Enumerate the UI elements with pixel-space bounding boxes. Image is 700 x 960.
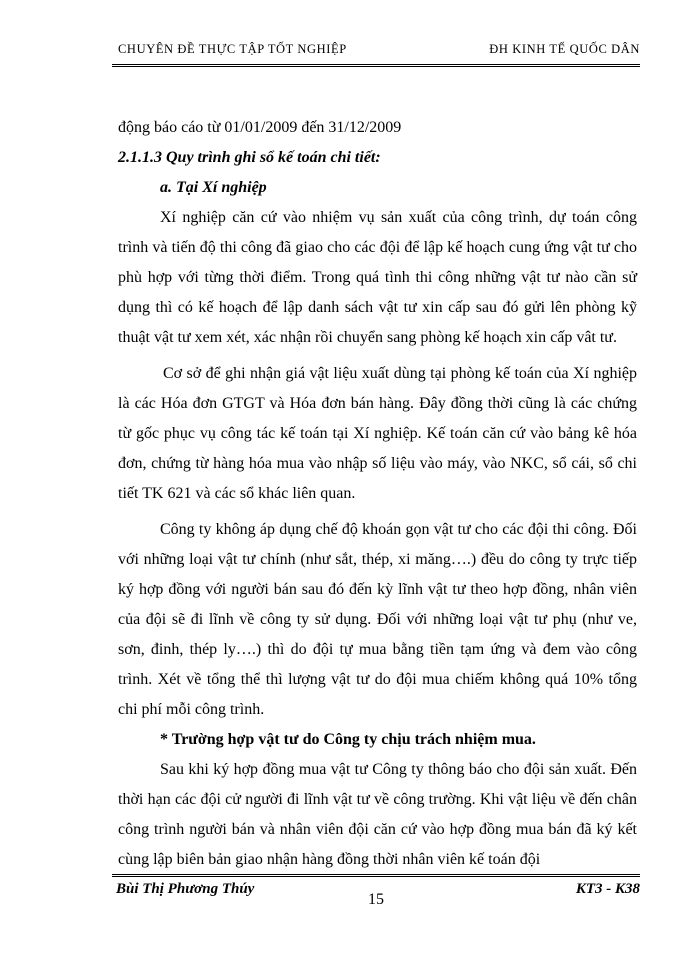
page-footer	[112, 874, 640, 927]
subsection-heading: a. Tại Xí nghiệp	[160, 179, 267, 196]
header-right-title: ĐH KINH TẾ QUỐC DÂN	[489, 42, 640, 56]
header-left-title: CHUYÊN ĐỀ THỰC TẬP TỐT NGHIỆP	[118, 42, 347, 56]
paragraph-invoices: Cơ sở để ghi nhận giá vật liệu xuất dùng tại phòng kế toán của Xí nghiệp là các Hóa đơn GTGT và Hóa đơn bán hàng. Đây đồng thời cũng là các chứng từ gốc phục vụ công tác kế toán tại Xí nghiệp. Kế toán căn cứ vào bảng kê hóa đơn, chứng từ hàng hóa mua vào nhập số liệu vào máy, vào NKC, sổ cái, sổ chi tiết TK 621 và các sổ khác liên quan.	[118, 365, 637, 502]
paragraph-contract: Sau khi ký hợp đồng mua vật tư Công ty thông báo cho đội sản xuất. Đến thời hạn các đội cử người đi lĩnh vật tư về công trường. Khi vật liệu về đến chân công trình người bán và nhân viên đội căn cứ vào hợp đồng mua bán đã ký kết cùng lập biên bản giao nhận hàng đồng thời nhân viên kế toán đội	[118, 761, 637, 868]
footer-author: Bùi Thị Phương Thúy	[116, 881, 255, 897]
page-header	[112, 34, 640, 67]
document-body	[118, 113, 637, 875]
paragraph-planning: Xí nghiệp căn cứ vào nhiệm vụ sản xuất của công trình, dự toán công trình và tiến độ thi công đã giao cho các đội để lập kế hoạch cung ứng vật tư cho phù hợp với từng thời điểm. Trong quá tình thi công những vật tư nào cần sử dụng thì có kế hoạch để lập danh sách vật tư xin cấp sau đó gửi lên phòng kỹ thuật vật tư xem xét, xác nhận rồi chuyển sang phòng kế hoạch xin cấp vât tư.	[118, 209, 637, 346]
paragraph-materials: Công ty không áp dụng chế độ khoán gọn vật tư cho các đội thi công. Đối với những loại vật tư chính (như sắt, thép, xi măng….) đều do công ty trực tiếp ký hợp đồng với người bán sau đó đến kỳ lĩnh vật tư theo hợp đồng, nhân viên của đội sẽ đi lĩnh về công ty sử dụng. Đối với những loại vật tư phụ (như ve, sơn, đinh, thép ly….) thì do đội tự mua bằng tiền tạm ứng và đem vào công trình. Xét về tổng thể thì lượng vật tư do đội mua chiếm không quá 10% tổng chi phí mỗi công trình.	[118, 521, 637, 718]
paragraph-report-period: động báo cáo từ 01/01/2009 đến 31/12/2009	[118, 119, 402, 136]
section-heading: 2.1.1.3 Quy trình ghi sổ kế toán chi tiết:	[118, 149, 381, 166]
page-number: 15	[368, 891, 384, 908]
paragraph-company-purchase-heading: * Trường hợp vật tư do Công ty chịu trách nhiệm mua.	[160, 731, 536, 748]
footer-class: KT3 - K38	[575, 881, 640, 897]
